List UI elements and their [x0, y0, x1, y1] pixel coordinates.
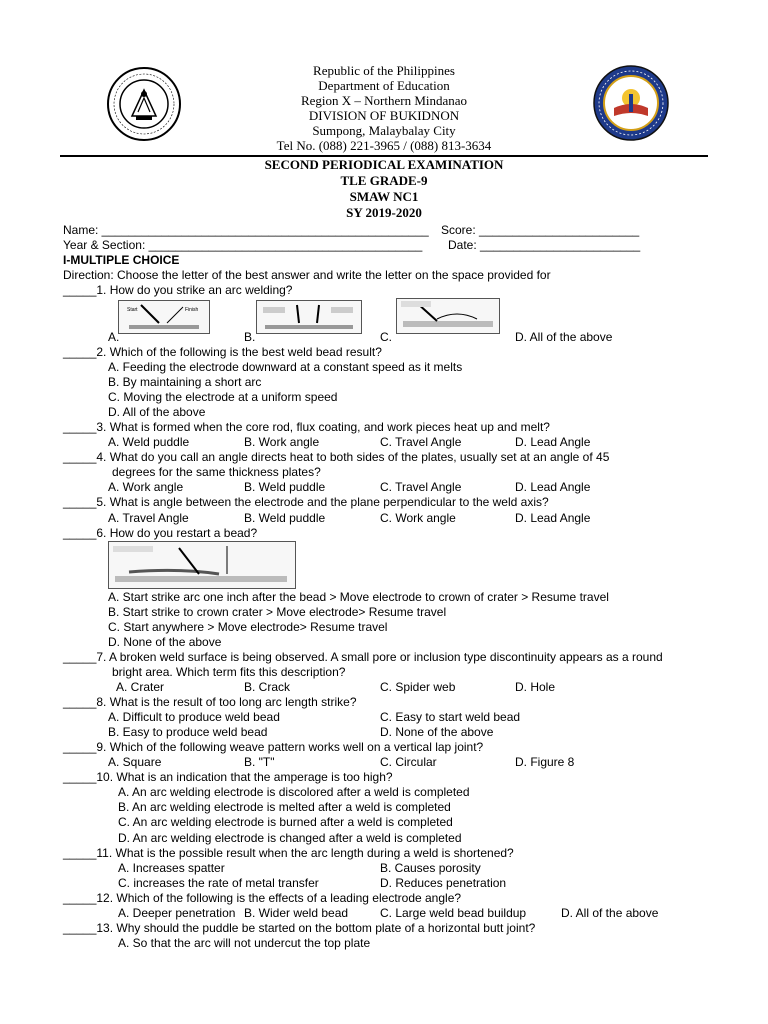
question-5: _____5. What is angle between the electrode and the plane perpendicular to the weld axis?	[63, 495, 549, 509]
q13-option-a: A. So that the arc will not undercut the top plate	[118, 936, 371, 950]
svg-text:Start: Start	[127, 307, 138, 313]
question-6: _____6. How do you restart a bead?	[63, 526, 258, 540]
division-tel: Tel No. (088) 221-3965 / (088) 813-3634	[276, 138, 492, 153]
section-title: I-MULTIPLE CHOICE	[63, 253, 180, 267]
q1-figure-a	[118, 300, 210, 334]
q2-option-d: D. All of the above	[108, 405, 206, 419]
direction-text: Direction: Choose the letter of the best answer and write the letter on the space provided for	[63, 268, 551, 282]
question-9: _____9. Which of the following weave pattern works well on a vertical lap joint?	[63, 740, 484, 754]
question-8: _____8. What is the result of too long arc length strike?	[63, 695, 357, 709]
q5-option-b: B. Weld puddle	[244, 511, 326, 525]
q3-option-c: C. Travel Angle	[380, 435, 462, 449]
q9-option-b: B. "T"	[244, 755, 275, 769]
q3-option-b: B. Work angle	[244, 435, 320, 449]
q10-option-d: D. An arc welding electrode is changed after a weld is completed	[118, 831, 462, 845]
q5-option-d: D. Lead Angle	[515, 511, 591, 525]
q12-option-b: B. Wider weld bead	[244, 906, 349, 920]
q8-option-b: B. Easy to produce weld bead	[108, 725, 268, 739]
q6-option-a: A. Start strike arc one inch after the bead > Move electrode to crown of crater > Resume travel	[108, 590, 609, 604]
score-field[interactable]: Score: ________________________	[441, 223, 640, 237]
q6-option-b: B. Start strike to crown crater > Move electrode> Resume travel	[108, 605, 447, 619]
section-field[interactable]: Year & Section: _________________________________________	[63, 238, 423, 252]
exam-grade: TLE GRADE-9	[340, 173, 428, 188]
question-4: _____4. What do you call an angle directs heat to both sides of the plates, usually set at an angle of 45	[63, 450, 610, 464]
division-address: Sumpong, Malaybalay City	[312, 123, 456, 138]
q11-option-a: A. Increases spatter	[118, 861, 225, 875]
q9-option-d: D. Figure 8	[515, 755, 575, 769]
q9-option-a: A. Square	[108, 755, 162, 769]
q12-option-c: C. Large weld bead buildup	[380, 906, 527, 920]
q8-option-a: A. Difficult to produce weld bead	[108, 710, 280, 724]
q1-figure-c	[396, 298, 500, 334]
q1-option-d: D. All of the above	[515, 330, 613, 344]
q4-option-c: C. Travel Angle	[380, 480, 462, 494]
q12-option-d: D. All of the above	[561, 906, 659, 920]
question-11: _____11. What is the possible result when the arc length during a weld is shortened?	[63, 846, 514, 860]
question-10: _____10. What is an indication that the amperage is too high?	[63, 770, 393, 784]
q7-option-b: B. Crack	[244, 680, 291, 694]
question-3: _____3. What is formed when the core rod, flux coating, and work pieces heat up and melt?	[63, 420, 550, 434]
header-line-2: Department of Education	[318, 78, 450, 93]
q7-option-a: A. Crater	[116, 680, 165, 694]
q6-figure	[108, 541, 296, 589]
q11-option-d: D. Reduces penetration	[380, 876, 507, 890]
q10-option-b: B. An arc welding electrode is melted after a weld is completed	[118, 800, 451, 814]
date-field[interactable]: Date: ________________________	[448, 238, 641, 252]
division-seal-right	[592, 64, 670, 142]
q5-option-c: C. Work angle	[380, 511, 456, 525]
deped-seal-left	[106, 66, 182, 142]
q1-option-c: C.	[380, 330, 392, 344]
question-7: _____7. A broken weld surface is being observed. A small pore or inclusion type discontinuity appears as a round	[63, 650, 663, 664]
header-line-1: Republic of the Philippines	[313, 63, 455, 78]
q8-option-c: C. Easy to start weld bead	[380, 710, 521, 724]
q8-option-d: D. None of the above	[380, 725, 494, 739]
q7-option-d: D. Hole	[515, 680, 556, 694]
q12-option-a: A. Deeper penetration	[118, 906, 236, 920]
q4-option-a: A. Work angle	[108, 480, 184, 494]
question-12: _____12. Which of the following is the effects of a leading electrode angle?	[63, 891, 462, 905]
q2-option-b: B. By maintaining a short arc	[108, 375, 262, 389]
q1-option-b: B.	[244, 330, 256, 344]
question-1: _____1. How do you strike an arc welding?	[63, 283, 293, 297]
q6-option-d: D. None of the above	[108, 635, 222, 649]
q1-figure-b	[256, 300, 362, 334]
question-7-cont: bright area. Which term fits this description?	[112, 665, 346, 679]
q9-option-c: C. Circular	[380, 755, 437, 769]
q2-option-a: A. Feeding the electrode downward at a constant speed as it melts	[108, 360, 463, 374]
q5-option-a: A. Travel Angle	[108, 511, 189, 525]
exam-title: SECOND PERIODICAL EXAMINATION	[264, 157, 504, 172]
q11-option-b: B. Causes porosity	[380, 861, 481, 875]
q3-option-d: D. Lead Angle	[515, 435, 591, 449]
header-line-3: Region X – Northern Mindanao	[300, 93, 468, 108]
q2-option-c: C. Moving the electrode at a uniform speed	[108, 390, 338, 404]
question-13: _____13. Why should the puddle be started on the bottom plate of a horizontal butt joint?	[63, 921, 536, 935]
q6-option-c: C. Start anywhere > Move electrode> Resume travel	[108, 620, 388, 634]
exam-course: SMAW NC1	[349, 189, 419, 204]
question-4-cont: degrees for the same thickness plates?	[112, 465, 321, 479]
name-field[interactable]: Name: _________________________________________________	[63, 223, 429, 237]
q1-option-a: A.	[108, 330, 120, 344]
q10-option-c: C. An arc welding electrode is burned after a weld is completed	[118, 815, 453, 829]
q10-option-a: A. An arc welding electrode is discolored after a weld is completed	[118, 785, 470, 799]
q7-option-c: C. Spider web	[380, 680, 456, 694]
exam-school-year: SY 2019-2020	[346, 205, 422, 220]
q4-option-b: B. Weld puddle	[244, 480, 326, 494]
question-2: _____2. Which of the following is the best weld bead result?	[63, 345, 382, 359]
q3-option-a: A. Weld puddle	[108, 435, 190, 449]
q11-option-c: C. increases the rate of metal transfer	[118, 876, 319, 890]
svg-text:Finish: Finish	[185, 307, 199, 313]
division-name: DIVISION OF BUKIDNON	[308, 108, 460, 123]
q4-option-d: D. Lead Angle	[515, 480, 591, 494]
